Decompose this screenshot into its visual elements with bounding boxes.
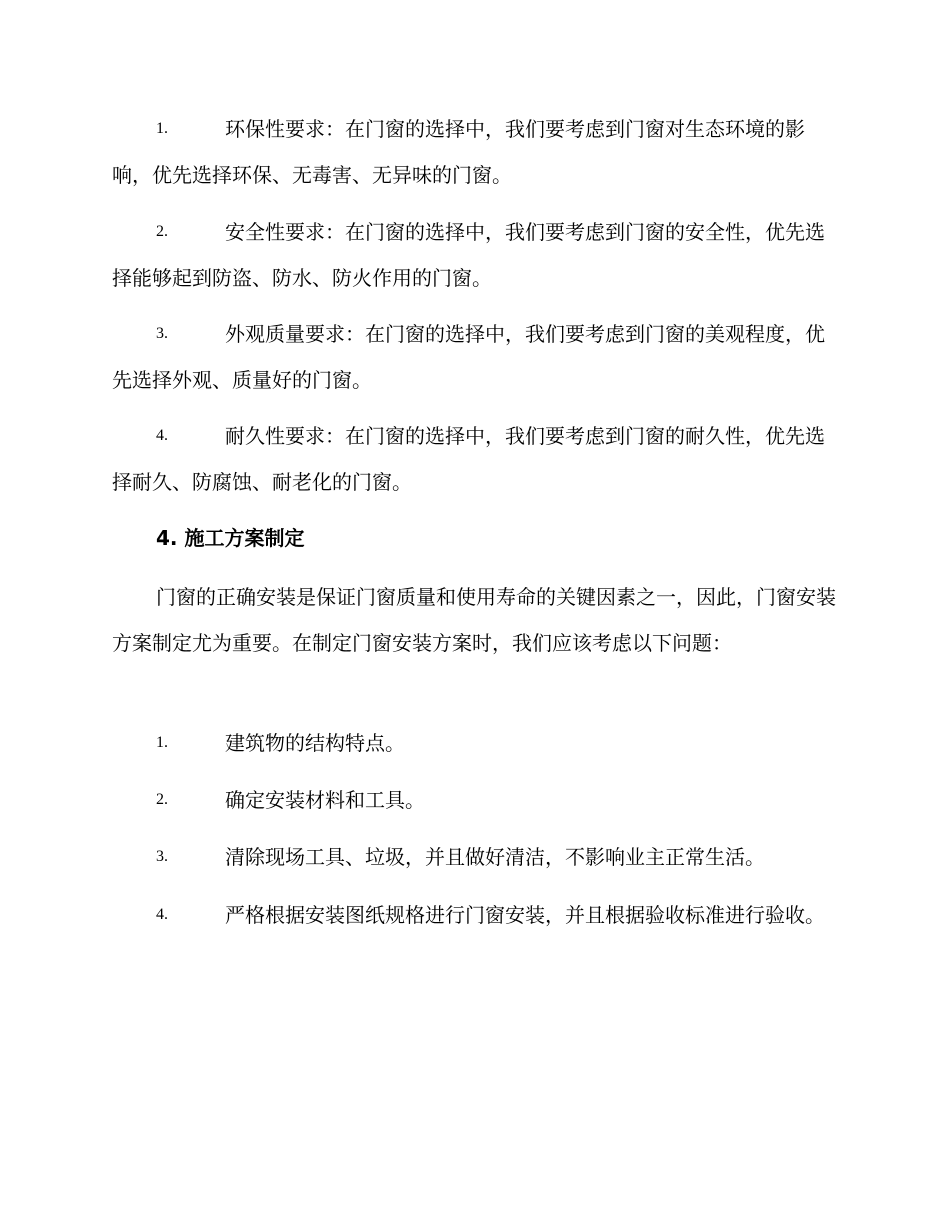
- list-text: 安全性要求：在门窗的选择中，我们要考虑到门窗的安全性，优先选择能够起到防盗、防水、防火作用的门窗。: [112, 220, 825, 290]
- intro-paragraph: 门窗的正确安装是保证门窗质量和使用寿命的关键因素之一，因此，门窗安装方案制定尤为重要。在制定门窗安装方案时，我们应该考虑以下问题：: [112, 585, 836, 655]
- list-number: 1.: [156, 734, 168, 751]
- list-item: [112, 892, 836, 938]
- list-number: 3.: [156, 325, 168, 342]
- list-text: 环保性要求：在门窗的选择中，我们要考虑到门窗对生态环境的影响，优先选择环保、无毒害、无异味的门窗。: [112, 117, 805, 187]
- list-item: [112, 834, 836, 880]
- list-text: 外观质量要求：在门窗的选择中，我们要考虑到门窗的美观程度，优先选择外观、质量好的门窗。: [112, 322, 825, 392]
- list-text: 严格根据安装图纸规格进行门窗安装，并且根据验收标准进行验收。: [225, 903, 825, 927]
- list-item: [112, 777, 836, 823]
- list-text: 建筑物的结构特点。: [225, 731, 405, 755]
- list-number: 2.: [156, 791, 168, 808]
- list-item: [112, 106, 836, 198]
- list-number: 4.: [156, 906, 168, 923]
- list-number: 4.: [156, 427, 168, 444]
- list-number: 1.: [156, 120, 168, 137]
- list-item: [112, 209, 836, 301]
- list-item: [112, 413, 836, 505]
- list-item: [112, 311, 836, 403]
- list-text: 清除现场工具、垃圾，并且做好清洁，不影响业主正常生活。: [225, 845, 765, 869]
- list-text: 耐久性要求：在门窗的选择中，我们要考虑到门窗的耐久性，优先选择耐久、防腐蚀、耐老化的门窗。: [112, 424, 825, 494]
- list-number: 3.: [156, 848, 168, 865]
- section-heading: 4. 施工方案制定: [156, 526, 305, 550]
- list-item: [112, 720, 836, 766]
- list-text: 确定安装材料和工具。: [225, 788, 425, 812]
- list-number: 2.: [156, 223, 168, 240]
